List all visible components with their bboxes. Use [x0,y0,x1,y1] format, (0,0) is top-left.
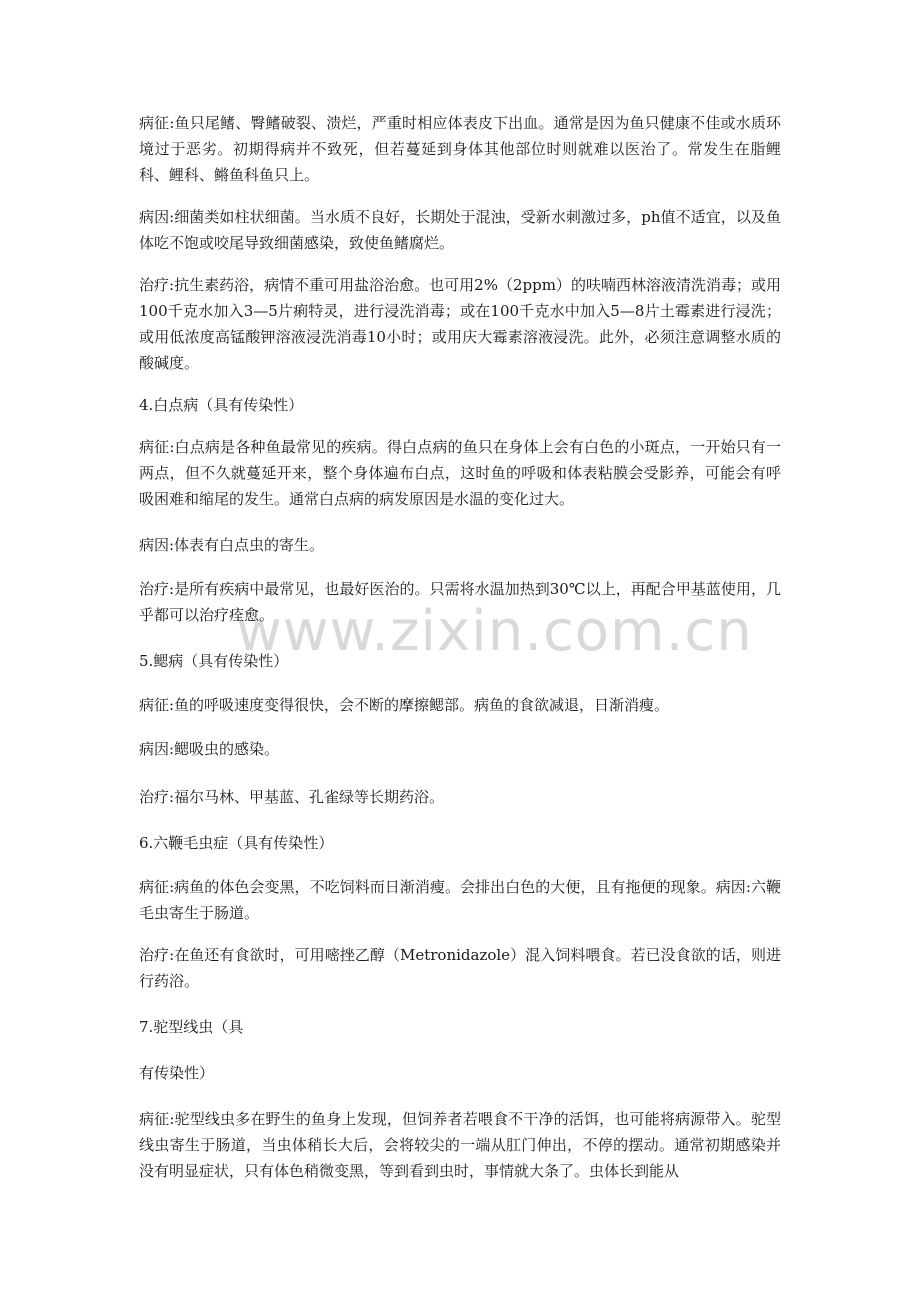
paragraph-gill-cause: 病因:鳃吸虫的感染。 [139,740,280,758]
paragraph-fin-rot-cause: 病因:细菌类如柱状细菌。当水质不良好，长期处于混浊，受新水刺激过多，ph值不适宜，以及鱼体吃不饱或咬尾导致细菌感染，致使鱼鳍腐烂。 [139,208,781,252]
paragraph-white-spot-treatment: 治疗:是所有疾病中最常见，也最好医治的。只需将水温加热到30℃以上，再配合甲基蓝使用，几乎都可以治疗痊愈。 [139,580,781,624]
heading-hexamita: 6.六鞭毛虫症（具有传染性） [139,834,334,852]
paragraph-hexamita-treatment: 治疗:在鱼还有食欲时，可用嘧挫乙醇（Metronidazole）混入饲料喂食。若已没食欲的话，则进行药浴。 [139,946,781,990]
heading-camallanus-continued: 有传染性） [139,1064,215,1082]
paragraph-hexamita-symptoms: 病征:病鱼的体色会变黑，不吃饲料而日渐消瘦。会排出白色的大便，且有拖便的现象。病因:六鞭毛虫寄生于肠道。 [139,878,781,922]
paragraph-fin-rot-symptoms: 病征:鱼只尾鳍、臀鳍破裂、溃烂，严重时相应体表皮下出血。通常是因为鱼只健康不佳或水质环境过于恶劣。初期得病并不致死，但若蔓延到身体其他部位时则就难以医治了。常发生在脂鲤科、鲤科、鳉鱼科鱼只上。 [139,114,781,184]
heading-gill-disease: 5.鳃病（具有传染性） [139,652,289,670]
paragraph-camallanus-symptoms: 病征:驼型线虫多在野生的鱼身上发现，但饲养者若喂食不干净的活饵，也可能将病源带入。驼型线虫寄生于肠道，当虫体稍长大后，会将较尖的一端从肛门伸出，不停的摆动。通常初期感染并没有明显症状，只有体色稍微变黑，等到看到虫时，事情就大条了。虫体长到能从 [139,1110,781,1180]
paragraph-gill-symptoms: 病征:鱼的呼吸速度变得很快，会不断的摩擦鳃部。病鱼的食欲减退，日渐消瘦。 [139,696,670,714]
paragraph-gill-treatment: 治疗:福尔马林、甲基蓝、孔雀绿等长期药浴。 [139,788,445,806]
paragraph-fin-rot-treatment: 治疗:抗生素药浴，病情不重可用盐浴治愈。也可用2%（2ppm）的呋喃西林溶液清洗消毒；或用100千克水加入3—5片痢特灵，进行浸洗消毒；或在100千克水中加入5—8片土霉素进行浸洗；或用低浓度高锰酸钾溶液浸洗消毒10小时；或用庆大霉素溶液浸洗。此外，必须注意调整水质的酸碱度。 [139,276,781,372]
heading-camallanus: 7.驼型线虫（具 [139,1018,244,1036]
heading-white-spot: 4.白点病（具有传染性） [139,396,304,414]
watermark: www.zixin.com.cn [236,599,753,664]
paragraph-white-spot-cause: 病因:体表有白点虫的寄生。 [139,536,325,554]
paragraph-white-spot-symptoms: 病征:白点病是各种鱼最常见的疾病。得白点病的鱼只在身体上会有白色的小斑点，一开始只有一两点，但不久就蔓延开来，整个身体遍布白点，这时鱼的呼吸和体表粘膜会受影养，可能会有呼吸困难和缩尾的发生。通常白点病的病发原因是水温的变化过大。 [139,438,781,508]
